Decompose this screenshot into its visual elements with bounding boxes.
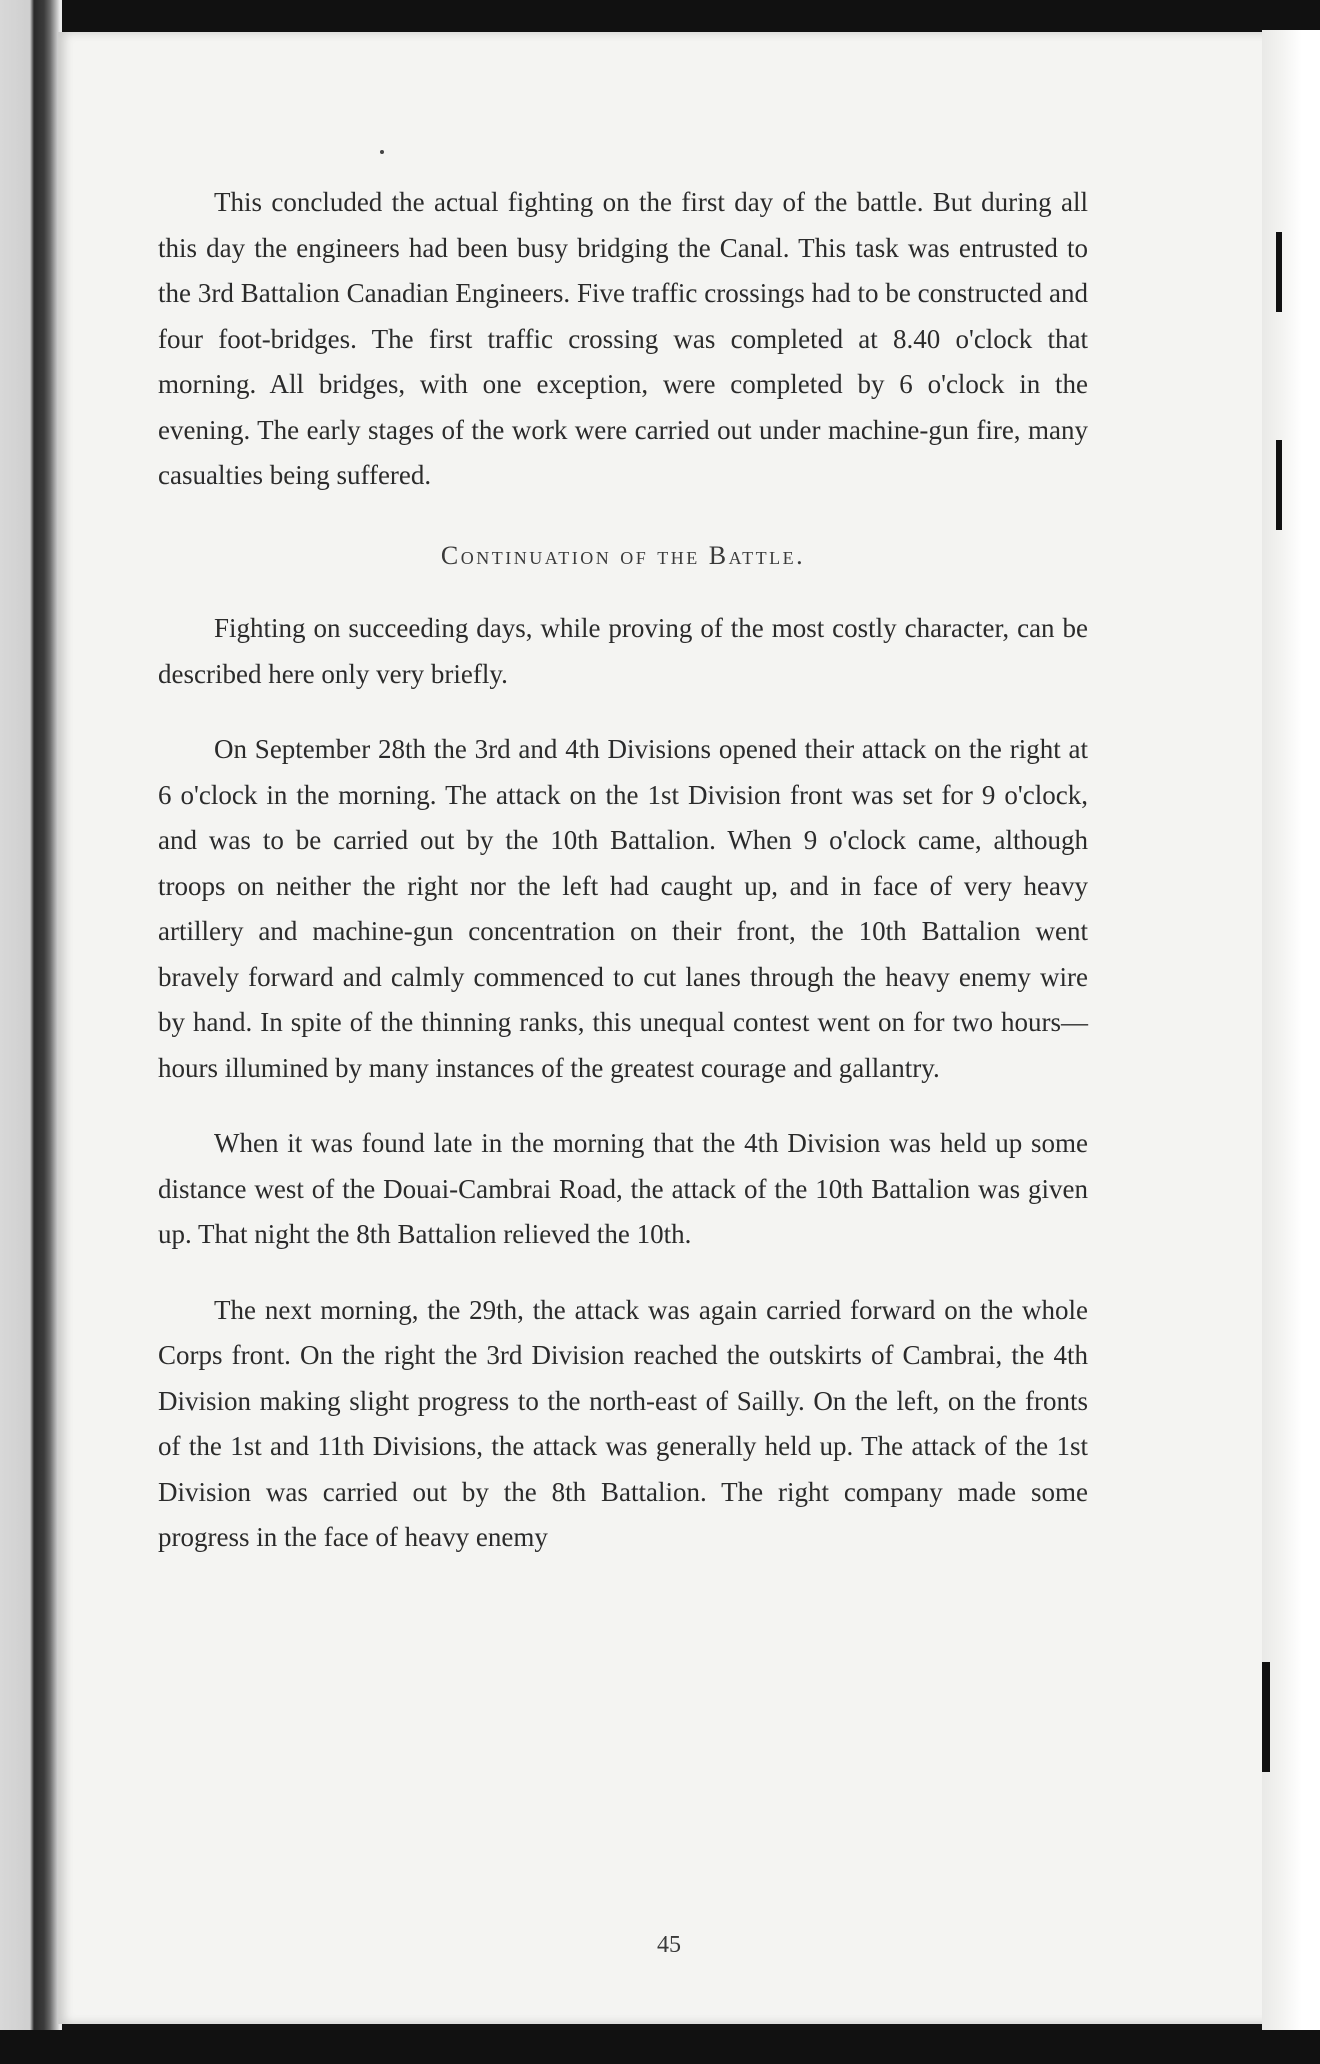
ink-speck <box>380 150 384 154</box>
book-page <box>58 32 1280 2024</box>
page-fore-edge <box>1262 30 1320 2064</box>
edge-mark <box>1262 1662 1270 1772</box>
paragraph-fourth-division: When it was found late in the morning that the 4th Division was held up some distance west of the Douai-Cambrai Road, the attack of the 10th Battalion was given up. That night the 8th Battalion relieved the 10th. <box>158 1128 1088 1249</box>
book-gutter <box>0 0 62 2064</box>
section-heading: Continuation of the Battle. <box>440 540 806 570</box>
paragraph-succeeding-days: Fighting on succeeding days, while proving of the most costly character, can be described here only very briefly. <box>158 613 1088 689</box>
paragraph-next-morning: The next morning, the 29th, the attack was again carried forward on the whole Corps front. On the right the 3rd Division reached the outskirts of Cambrai, the 4th Division making slight progress to the north-east of Sailly. On the left, on the fronts of the 1st and 11th Divisions, the attack was generally held up. The attack of the 1st Division was carried out by the 8th Battalion. The right company made some progress in the face of heavy enemy <box>158 1294 1088 1552</box>
paragraph-canal-bridging: This concluded the actual fighting on the first day of the battle. But during all this day the engineers had been busy bridging the Canal. This task was entrusted to the 3rd Battalion Canadian Engineers. Five traffic crossings had to be constructed and four foot-bridges. The first traffic crossing was completed at 8.40 o'clock that morning. All bridges, with one exception, were completed by 6 o'clock in the evening. The early stages of the work were carried out under machine-gun fire, many casualties being suffered. <box>158 187 1088 490</box>
edge-mark <box>1276 440 1282 530</box>
page-body <box>158 180 1088 1591</box>
page-number: 45 <box>657 1932 681 1958</box>
edge-mark <box>1276 232 1282 312</box>
paragraph-september-28: On September 28th the 3rd and 4th Divisions opened their attack on the right at 6 o'clock in the morning. The attack on the 1st Division front was set for 9 o'clock, and was to be carried out by the 10th Battalion. When 9 o'clock came, although troops on neither the right nor the left had caught up, and in face of very heavy artillery and machine-gun concentration on their front, the 10th Battalion went bravely forward and calmly commenced to cut lanes through the heavy enemy wire by hand. In spite of the thinning ranks, this unequal contest went on for two hours—hours illumined by many instances of the greatest courage and gallantry. <box>158 734 1088 1083</box>
scan-bottom-border <box>0 2030 1320 2064</box>
